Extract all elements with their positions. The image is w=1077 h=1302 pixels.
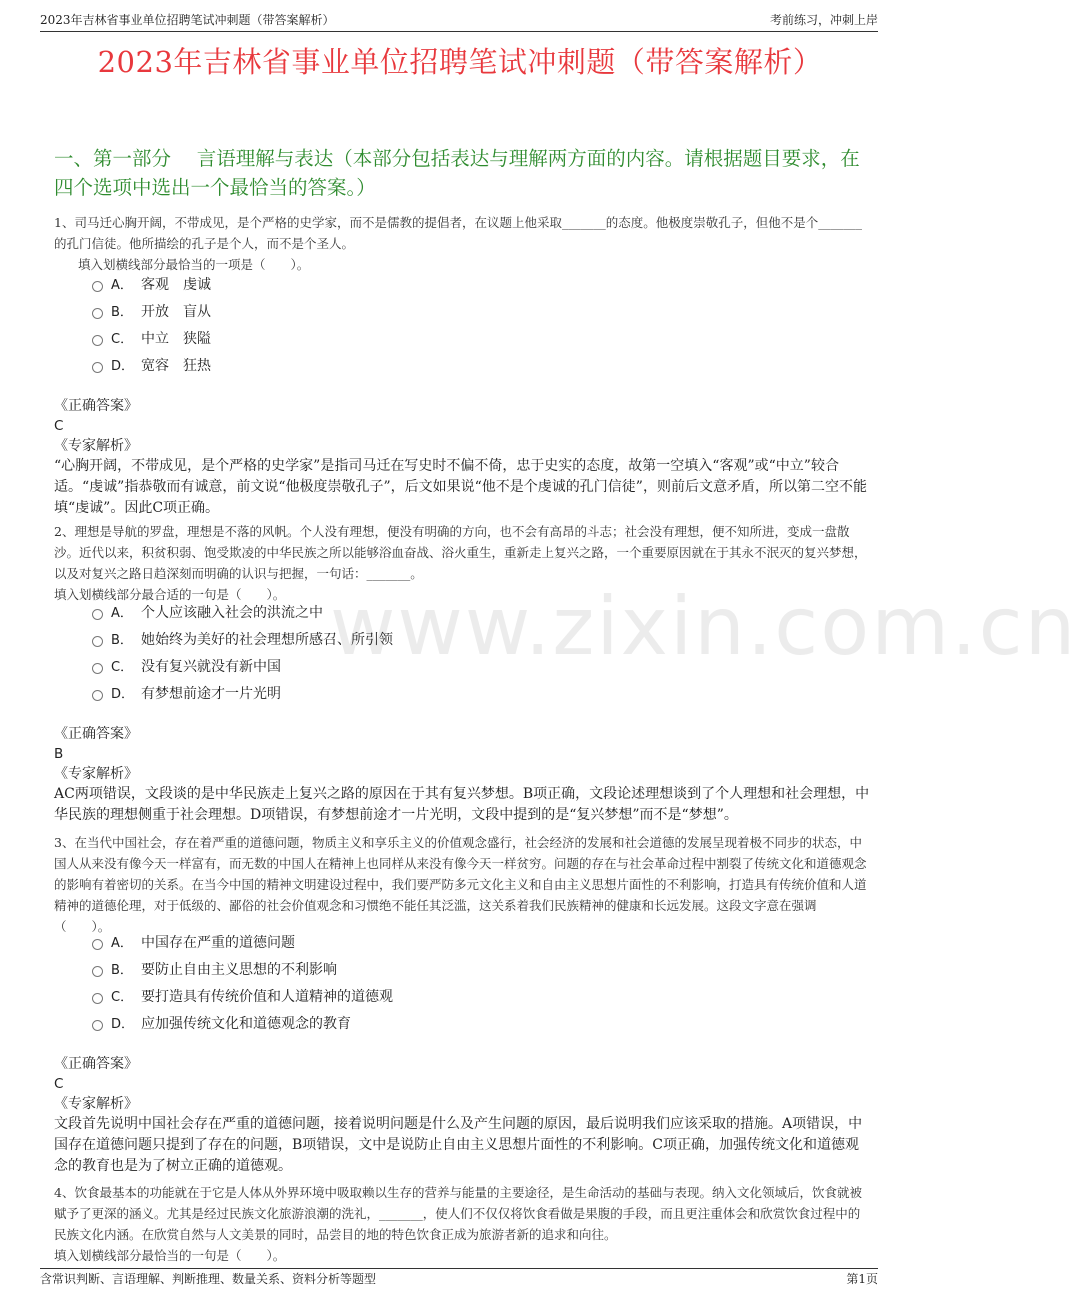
- radio-icon[interactable]: [92, 609, 103, 620]
- options-list-1: [92, 270, 211, 378]
- option-letter: A．: [111, 936, 133, 951]
- footer-description: 含常识判断、言语理解、判断推理、数量关系、资料分析等题型: [40, 1272, 377, 1286]
- question-2: [54, 521, 868, 605]
- analysis-label: 《专家解析》: [54, 438, 138, 454]
- radio-icon[interactable]: [92, 636, 103, 647]
- option-b[interactable]: [92, 625, 393, 652]
- option-text: 应加强传统文化和道德观念的教育: [141, 1015, 351, 1032]
- option-c[interactable]: [92, 324, 211, 351]
- option-letter: B．: [111, 963, 133, 978]
- question-stem: 3、在当代中国社会，存在着严重的道德问题，物质主义和享乐主义的价值观念盛行，社会经济的发展和社会道德的发展呈现着极不同步的状态，中国人从来没有像今天一样富有，而无数的中国人在精神上也同样从来没有像今天一样贫穷。问题的存在与社会革命过程中割裂了传统文化和道德观念的影响有着密切的关系。在当今中国的精神文明建设过程中，我们要严防多元文化主义和自由主义思想片面性的不利影响，打造具有传统价值和人道精神的道德伦理，对于低级的、鄙俗的社会价值观念和习惯绝不能任其泛滥，这关系着我们民族精神的健康和长远发展。这段文字意在强调（ ）。: [54, 835, 867, 934]
- option-text: 中立 狭隘: [141, 330, 211, 347]
- question-stem: 1、司马迁心胸开阔，不带成见，是个严格的史学家，而不是儒教的提倡者，在议题上他采取_______的态度。他极度崇敬孔子，但他不是个_______的孔门信徒。他所描绘的孔子是个人，而不是个圣人。: [54, 215, 862, 251]
- question-prompt: 填入划横线部分最恰当的一项是（ ）。: [78, 257, 310, 272]
- option-c[interactable]: [92, 982, 393, 1009]
- option-d[interactable]: [92, 679, 393, 706]
- question-1: [54, 212, 868, 275]
- question-stem: 2、理想是导航的罗盘，理想是不落的风帆。个人没有理想，便没有明确的方向，也不会有高昂的斗志；社会没有理想，便不知所进，变成一盘散沙。近代以来，积贫积弱、饱受欺凌的中华民族之所以能够浴血奋战、浴火重生，重新走上复兴之路，一个重要原因就在于其永不泯灭的复兴梦想，以及对复兴之路日趋深刻而明确的认识与把握，一句话：_______。: [54, 524, 867, 581]
- option-text: 个人应该融入社会的洪流之中: [141, 604, 323, 621]
- radio-icon[interactable]: [92, 966, 103, 977]
- option-text: 开放 盲从: [141, 303, 211, 320]
- option-text: 要防止自由主义思想的不利影响: [141, 961, 337, 978]
- option-letter: D．: [111, 687, 135, 702]
- option-text: 宽容 狂热: [141, 357, 211, 374]
- option-letter: B．: [111, 305, 133, 320]
- page-header: [40, 10, 878, 32]
- option-letter: C．: [111, 990, 134, 1005]
- correct-answer: C: [54, 418, 64, 434]
- option-a[interactable]: [92, 928, 393, 955]
- option-b[interactable]: [92, 955, 393, 982]
- question-4: [54, 1182, 868, 1266]
- section-heading: 一、第一部分 言语理解与表达（本部分包括表达与理解两方面的内容。请根据题目要求，在四个选项中选出一个最恰当的答案。）: [54, 147, 860, 199]
- radio-icon[interactable]: [92, 939, 103, 950]
- watermark-text: www.zixin.com.cn: [330, 580, 1077, 673]
- analysis-label: 《专家解析》: [54, 766, 138, 782]
- answer-block-2: [54, 724, 870, 826]
- correct-answer: B: [54, 746, 64, 762]
- correct-answer-label: 《正确答案》: [54, 398, 138, 414]
- option-text: 中国存在严重的道德问题: [141, 934, 295, 951]
- option-text: 客观 虔诚: [141, 276, 211, 293]
- radio-icon[interactable]: [92, 690, 103, 701]
- option-letter: D．: [111, 359, 135, 374]
- options-list-2: [92, 598, 393, 706]
- question-3: [54, 832, 868, 937]
- option-text: 没有复兴就没有新中国: [141, 658, 281, 675]
- option-letter: C．: [111, 332, 134, 347]
- header-slogan: 考前练习，冲刺上岸: [769, 13, 878, 27]
- radio-icon[interactable]: [92, 281, 103, 292]
- radio-icon[interactable]: [92, 663, 103, 674]
- option-a[interactable]: [92, 598, 393, 625]
- analysis-text: 文段首先说明中国社会存在严重的道德问题，接着说明问题是什么及产生问题的原因，最后说明我们应该采取的措施。A项错误，中国存在道德问题只提到了存在的问题，B项错误，文中是说防止自由主义思想片面性的不利影响。C项正确，加强传统文化和道德观念的教育也是为了树立正确的道德观。: [54, 1116, 863, 1174]
- header-doc-title: 2023年吉林省事业单位招聘笔试冲刺题（带答案解析）: [40, 13, 335, 27]
- radio-icon[interactable]: [92, 335, 103, 346]
- radio-icon[interactable]: [92, 362, 103, 373]
- options-list-3: [92, 928, 393, 1036]
- option-letter: A．: [111, 278, 133, 293]
- option-letter: D．: [111, 1017, 135, 1032]
- option-text: 有梦想前途才一片光明: [141, 685, 281, 702]
- analysis-text: “心胸开阔，不带成见，是个严格的史学家”是指司马迁在写史时不偏不倚，忠于史实的态度，故第一空填入“客观”或“中立”较合适。“虔诚”指恭敬而有诚意，前文说“他极度崇敬孔子”，后文如果说“他不是个虔诚的孔门信徒”，则前后文意矛盾，所以第二空不能填“虔诚”。因此C项正确。: [54, 458, 867, 516]
- option-letter: C．: [111, 660, 134, 675]
- option-d[interactable]: [92, 1009, 393, 1036]
- correct-answer-label: 《正确答案》: [54, 726, 138, 742]
- answer-block-3: [54, 1054, 870, 1177]
- option-text: 她始终为美好的社会理想所感召、所引领: [141, 631, 393, 648]
- option-text: 要打造具有传统价值和人道精神的道德观: [141, 988, 393, 1005]
- correct-answer: C: [54, 1076, 64, 1092]
- document-title: 2023年吉林省事业单位招聘笔试冲刺题（带答案解析）: [97, 45, 823, 79]
- question-prompt: 填入划横线部分最合适的一句是（ ）。: [54, 587, 286, 602]
- option-c[interactable]: [92, 652, 393, 679]
- correct-answer-label: 《正确答案》: [54, 1056, 138, 1072]
- page-number: 第1页: [846, 1272, 878, 1286]
- option-letter: A．: [111, 606, 133, 621]
- answer-block-1: [54, 396, 870, 519]
- option-b[interactable]: [92, 297, 211, 324]
- page-footer: [40, 1268, 878, 1290]
- question-stem: 4、饮食最基本的功能就在于它是人体从外界环境中吸取赖以生存的营养与能量的主要途径，是生命活动的基础与表现。纳入文化领域后，饮食就被赋予了更深的涵义。尤其是经过民族文化旅游浪潮的洗礼，_______，使人们不仅仅将饮食看做是果腹的手段，而且更注重体会和欣赏饮食过程中的民族文化内涵。在欣赏自然与人文美景的同时，品尝目的地的特色饮食正成为旅游者新的追求和向往。: [54, 1185, 862, 1242]
- option-d[interactable]: [92, 351, 211, 378]
- radio-icon[interactable]: [92, 308, 103, 319]
- option-a[interactable]: [92, 270, 211, 297]
- analysis-label: 《专家解析》: [54, 1096, 138, 1112]
- question-prompt: 填入划横线部分最恰当的一句是（ ）。: [54, 1248, 286, 1263]
- analysis-text: AC两项错误，文段谈的是中华民族走上复兴之路的原因在于其有复兴梦想。B项正确，文段论述理想谈到了个人理想和社会理想，中华民族的理想侧重于社会理想。D项错误，有梦想前途才一片光明，文段中提到的是“复兴梦想”而不是“梦想”。: [54, 786, 870, 823]
- option-letter: B．: [111, 633, 133, 648]
- radio-icon[interactable]: [92, 993, 103, 1004]
- radio-icon[interactable]: [92, 1020, 103, 1031]
